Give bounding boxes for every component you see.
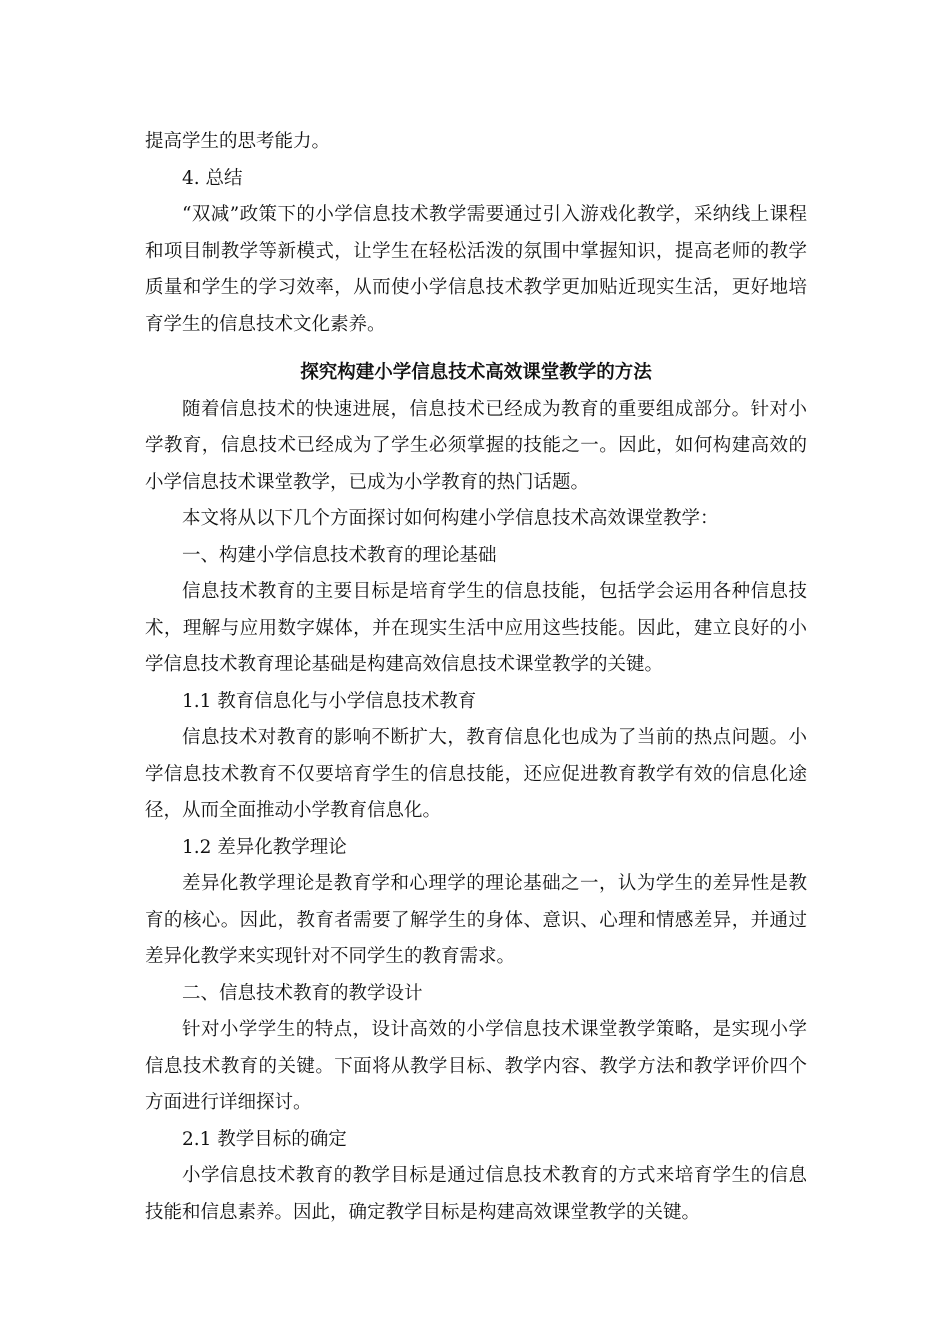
section-heading: 4. 总结 [182,167,243,189]
paragraph: 提高学生的思考能力。 [145,131,331,152]
paragraph: 信息技术对教育的影响不断扩大，教育信息化也成为了当前的热点问题。小学信息技术教育不仅要培育学生的信息技能，还应促进教育教学有效的信息化途径，从而全面推动小学教育信息化。 [145,727,807,821]
paragraph: “双减”政策下的小学信息技术教学需要通过引入游戏化教学，采纳线上课程和项目制教学等新模式，让学生在轻松活泼的氛围中掌握知识，提高老师的教学质量和学生的学习效率，从而使小学信息技术教学更加贴近现实生活，更好地培育学生的信息技术文化素养。 [145,204,807,335]
paragraph: 差异化教学理论是教育学和心理学的理论基础之一，认为学生的差异性是教育的核心。因此，教育者需要了解学生的身体、意识、心理和情感差异，并通过差异化教学来实现针对不同学生的教育需求。 [145,873,807,967]
subsection-heading: 2.1 教学目标的确定 [182,1128,347,1150]
paragraph: 本文将从以下几个方面探讨如何构建小学信息技术高效课堂教学： [182,508,719,529]
subsection-heading: 1.1 教育信息化与小学信息技术教育 [182,690,477,712]
section-heading: 二、信息技术教育的教学设计 [182,982,423,1004]
article-title: 探究构建小学信息技术高效课堂教学的方法 [300,362,652,383]
subsection-heading: 1.2 差异化教学理论 [182,836,347,858]
paragraph: 信息技术教育的主要目标是培育学生的信息技能，包括学会运用各种信息技术，理解与应用数字媒体，并在现实生活中应用这些技能。因此，建立良好的小学信息技术教育理论基础是构建高效信息技术课堂教学的关键。 [145,581,807,675]
paragraph: 针对小学学生的特点，设计高效的小学信息技术课堂教学策略，是实现小学信息技术教育的关键。下面将从教学目标、教学内容、教学方法和教学评价四个方面进行详细探讨。 [145,1019,807,1113]
paragraph: 随着信息技术的快速进展，信息技术已经成为教育的重要组成部分。针对小学教育，信息技术已经成为了学生必须掌握的技能之一。因此，如何构建高效的小学信息技术课堂教学，已成为小学教育的热门话题。 [145,398,807,493]
paragraph: 小学信息技术教育的教学目标是通过信息技术教育的方式来培育学生的信息技能和信息素养。因此，确定教学目标是构建高效课堂教学的关键。 [145,1165,807,1223]
section-heading: 一、构建小学信息技术教育的理论基础 [182,544,497,566]
document-page [145,124,807,1231]
